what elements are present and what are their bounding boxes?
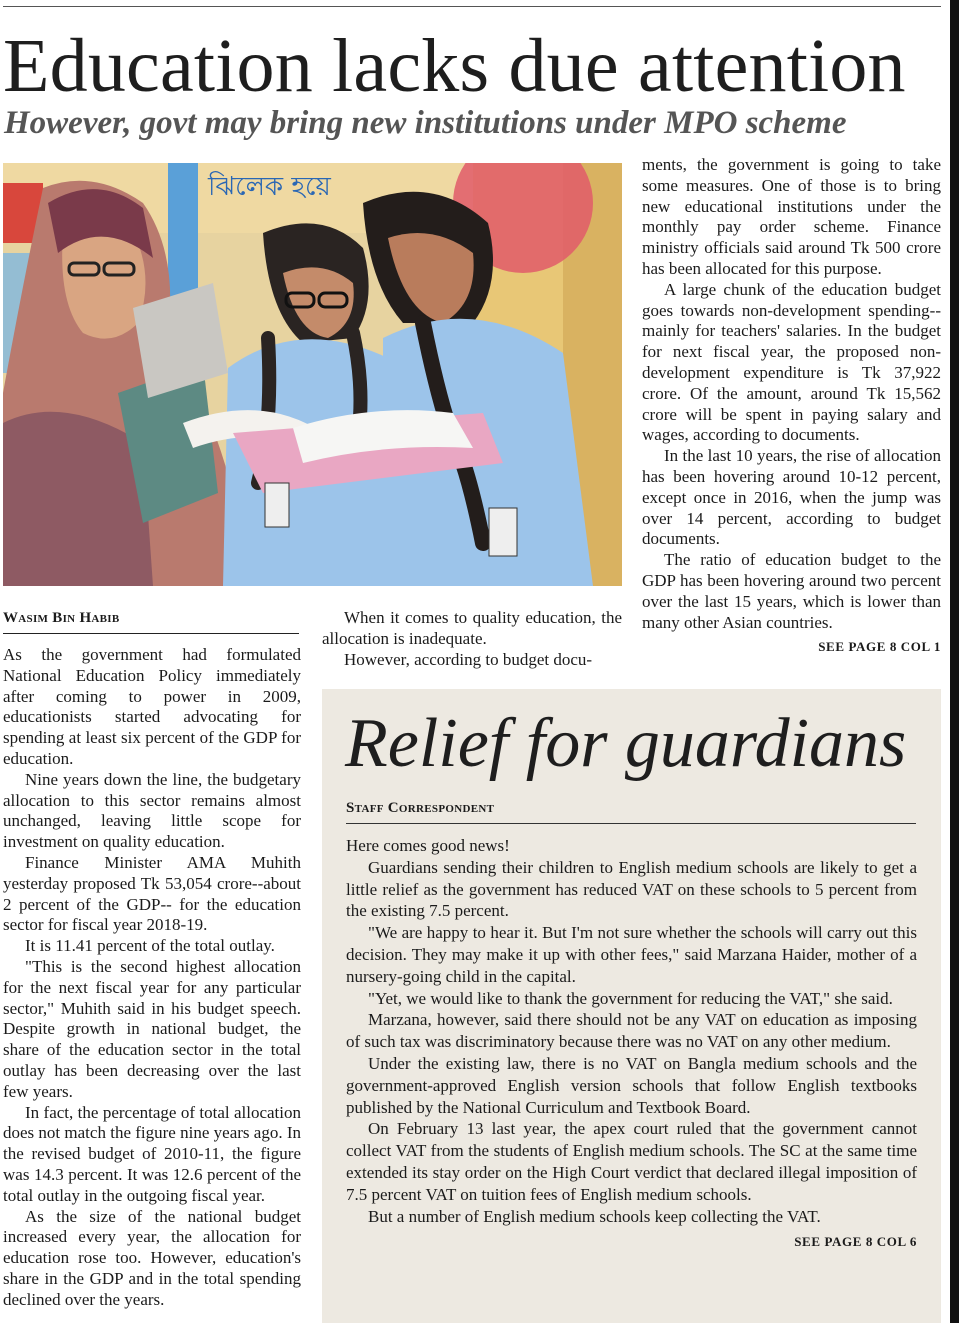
paragraph: It is 11.41 percent of the total outlay. xyxy=(25,936,275,956)
paragraph: "We are happy to hear it. But I'm not sure whether the schools will carry out this decision. They may make it up with other fees," said Marzana Haider, mother of a nursery-going child in the capital. xyxy=(346,923,917,986)
paragraph: Here comes good news! xyxy=(346,836,510,855)
paragraph: In the last 10 years, the rise of allocation has been hovering around 10-12 percent, except once in 2016, when the jump was over 14 percent, according to budget documents. xyxy=(642,446,941,549)
headline: Education lacks due attention xyxy=(3,24,906,108)
paragraph: The ratio of education budget to the GDP has been hovering around two percent over the last 15 years, which is lower than many other Asian countries. xyxy=(642,550,941,632)
paragraph: Under the existing law, there is no VAT on Bangla medium schools and the government-approved English version schools that follow English textbooks published by the National Curriculum and Textbook Board. xyxy=(346,1053,917,1117)
paragraph: Marzana, however, said there should not be any VAT on education as imposing of such tax was discriminatory because there was no VAT on any other medium. xyxy=(346,1010,917,1052)
top-rule xyxy=(3,6,941,7)
paragraph: ments, the government is going to take some measures. One of those is to bring new educational institutions under the monthly pay order scheme. Finance ministry officials said around Tk 500 crore has been allocated for this purpose. xyxy=(642,155,941,278)
paragraph: "Yet, we would like to thank the government for reducing the VAT," she said. xyxy=(368,988,893,1008)
paragraph: "This is the second highest allocation for the next fiscal year for any particular sector," Muhith said in his budget speech. Despite growth in national budget, the share of the education sector in the total outlay has been decreasing over the last few years. xyxy=(3,956,301,1101)
paragraph: In fact, the percentage of total allocation does not match the figure nine years ago. In the revised budget of 2010-11, the figure was 14.3 percent. It was 12.6 percent of the total outlay in the outgoing fiscal year. xyxy=(3,1102,301,1205)
paragraph: When it comes to quality education, the allocation is inadequate. xyxy=(322,608,622,648)
paragraph: As the government had formulated National Education Policy immediately after coming to power in 2009, educationists started advocating for spending at least six percent of the GDP for education. xyxy=(3,645,301,768)
wall-text: ঝিলেক হয়ে xyxy=(208,172,331,202)
paragraph: On February 13 last year, the apex court ruled that the government cannot collect VAT from the students of English medium schools. The SC at the same time extended its stay order on the High Court verdict that declared illegal imposition of 7.5 percent VAT on tuition fees of English medium schools. xyxy=(346,1119,917,1204)
story-column-1 xyxy=(3,645,301,1311)
sidebar-story-byline: Staff Correspondent xyxy=(346,800,916,824)
see-page-jump: SEE PAGE 8 COL 6 xyxy=(794,1234,917,1250)
paragraph: Finance Minister AMA Muhith yesterday proposed Tk 53,054 crore--about 2 percent of the GDP-- for the education sector for fiscal year 2018-19. xyxy=(3,852,301,935)
news-photo xyxy=(3,163,622,586)
paragraph: Guardians sending their children to English medium schools are likely to get a little relief as the government has reduced VAT on these schools to 5 percent from the existing 7.5 percent. xyxy=(346,857,917,921)
paragraph: But a number of English medium schools keep collecting the VAT. xyxy=(368,1206,821,1226)
paragraph: As the size of the national budget increased every year, the allocation for education rose too. However, education's share in the GDP and in the total spending declined over the years. xyxy=(3,1206,301,1309)
story-column-2 xyxy=(322,608,622,670)
subheadline: However, govt may bring new institutions under MPO scheme xyxy=(4,105,847,141)
page-edge xyxy=(950,0,959,1323)
paragraph: However, according to budget docu- xyxy=(344,649,593,669)
sidebar-story-title: Relief for guardians xyxy=(345,705,907,782)
see-page-jump: SEE PAGE 8 COL 1 xyxy=(818,639,941,655)
story-column-3 xyxy=(642,155,941,658)
paragraph: A large chunk of the education budget goes towards non-development spending--mainly for teachers' salaries. In the budget for next fiscal year, the proposed non-development expenditure is Tk 37,922 crore. Of the amount, around Tk 15,562 crore will be spent in paying salary and wages, according to documents. xyxy=(642,279,941,445)
byline: Wasim Bin Habib xyxy=(3,610,299,634)
sidebar-story-text xyxy=(346,835,917,1253)
paragraph: Nine years down the line, the budgetary allocation to this sector remains almost unchanged, leaving little scope for investment on quality education. xyxy=(3,769,301,852)
